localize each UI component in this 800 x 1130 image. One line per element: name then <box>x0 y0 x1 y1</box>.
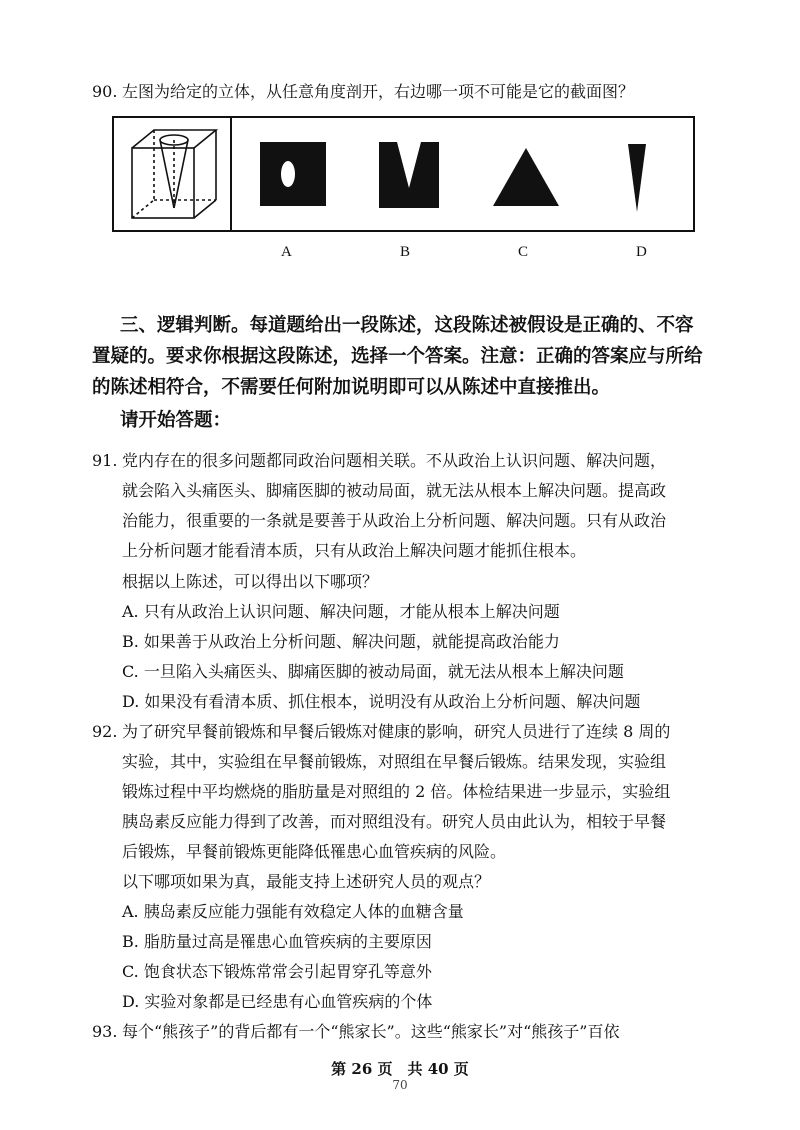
q92-option-b[interactable]: B. 脂肪量过高是罹患心血管疾病的主要原因 <box>122 932 432 951</box>
q90-text: 左图为给定的立体，从任意角度剖开，右边哪一项不可能是它的截面图？ <box>122 82 635 101</box>
q91-line-3: 治能力，很重要的一条就是要善于从政治上分析问题、解决问题。只有从政治 <box>122 511 667 530</box>
section-heading-line-3: 的陈述相符合，不需要任何附加说明即可以从陈述中直接推出。 <box>92 377 611 398</box>
q92-line-2: 实验，其中，实验组在早餐前锻炼，对照组在早餐后锻炼。结果发现，实验组 <box>122 752 667 771</box>
q91-line-4: 上分析问题才能看清本质，只有从政治上解决问题才能抓住根本。 <box>122 541 587 560</box>
q91-option-b[interactable]: B. 如果善于从政治上分析问题、解决问题，就能提高政治能力 <box>122 632 560 651</box>
q92-line-3: 锻炼过程中平均燃烧的脂肪量是对照组的 2 倍。体检结果进一步显示，实验组 <box>122 782 671 801</box>
cube-with-cone-icon <box>120 122 228 226</box>
q92-line-5: 后锻炼，早餐前锻炼更能降低罹患心血管疾病的风险。 <box>122 842 507 861</box>
q92-line-4: 胰岛素反应能力得到了改善，而对照组没有。研究人员由此认为，相较于早餐 <box>122 812 667 831</box>
q91-option-d[interactable]: D. 如果没有看清本质、抓住根本，说明没有从政治上分析问题、解决问题 <box>122 692 641 711</box>
q90-number: 90. <box>92 82 118 101</box>
section-heading-line-1: 三、逻辑判断。每道题给出一段陈述，这段陈述被假设是正确的、不容 <box>120 315 694 336</box>
page-indicator: 第 26 页 共 40 页 <box>331 1060 469 1078</box>
q90-option-a-label: A <box>281 244 292 260</box>
q93-text: 每个“熊孩子”的背后都有一个“熊家长”。这些“熊家长”对“熊孩子”百依 <box>122 1022 620 1041</box>
q90-option-d-label: D <box>636 244 647 260</box>
q92-option-c[interactable]: C. 饱食状态下锻炼常常会引起胃穿孔等意外 <box>122 962 432 981</box>
section-c-triangle-icon <box>493 148 559 206</box>
figure-divider <box>230 118 232 230</box>
q92-number: 92. <box>92 722 118 741</box>
q91-option-c[interactable]: C. 一旦陷入头痛医头、脚痛医脚的被动局面，就无法从根本上解决问题 <box>122 662 624 681</box>
q92-option-a[interactable]: A. 胰岛素反应能力强能有效稳定人体的血糖含量 <box>122 902 464 921</box>
section-a-ellipse-hole-icon <box>260 142 326 206</box>
sheet-number: 70 <box>392 1078 408 1092</box>
q93-number: 93. <box>92 1022 118 1041</box>
q91-line-1: 党内存在的很多问题都同政治问题相关联。不从政治上认识问题、解决问题， <box>122 451 667 470</box>
q92-option-d[interactable]: D. 实验对象都是已经患有心血管疾病的个体 <box>122 992 433 1011</box>
q90-option-c-label: C <box>518 244 529 260</box>
q91-prompt: 根据以上陈述，可以得出以下哪项？ <box>122 572 379 591</box>
q91-line-2: 就会陷入头痛医头、脚痛医脚的被动局面，就无法从根本上解决问题。提高政 <box>122 481 667 500</box>
section-d-narrow-triangle-icon <box>628 144 646 212</box>
q92-prompt: 以下哪项如果为真，最能支持上述研究人员的观点？ <box>122 872 491 891</box>
q91-number: 91. <box>92 451 118 470</box>
section-b-v-notch-icon <box>379 142 439 208</box>
q92-line-1: 为了研究早餐前锻炼和早餐后锻炼对健康的影响，研究人员进行了连续 8 周的 <box>122 722 671 741</box>
q91-option-a[interactable]: A. 只有从政治上认识问题、解决问题，才能从根本上解决问题 <box>122 602 560 621</box>
start-answering: 请开始答题： <box>120 410 232 431</box>
q90-option-b-label: B <box>400 244 411 260</box>
section-heading-line-2: 置疑的。要求你根据这段陈述，选择一个答案。注意：正确的答案应与所给 <box>92 346 703 367</box>
q90-figure <box>112 116 695 232</box>
